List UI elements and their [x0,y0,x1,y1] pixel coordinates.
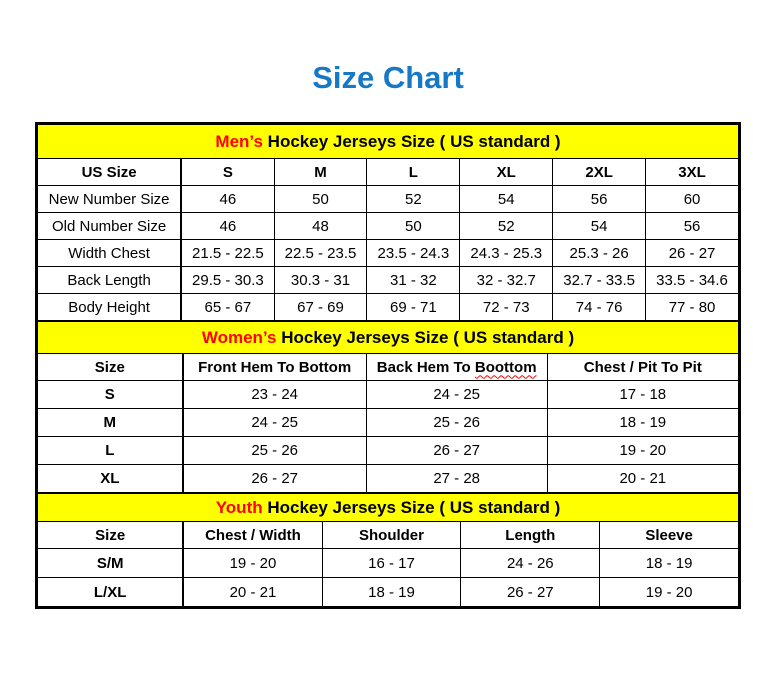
table-cell: 74 - 76 [553,294,646,321]
table-cell: 22.5 - 23.5 [274,240,367,267]
mens-header-xl: XL [460,159,553,186]
table-cell: 29.5 - 30.3 [181,267,274,294]
row-label: Back Length [38,267,182,294]
table-row [38,465,739,493]
youth-section-keyword: Youth [215,497,263,517]
table-cell: 20 - 21 [547,465,738,493]
mens-header-m: M [274,159,367,186]
mens-header-s: S [181,159,274,186]
table-cell: 54 [553,213,646,240]
row-label: S [38,381,183,409]
table-row [38,381,739,409]
table-cell: 33.5 - 34.6 [646,267,739,294]
table-cell: 21.5 - 22.5 [181,240,274,267]
table-cell: 18 - 19 [547,409,738,437]
row-label: New Number Size [38,186,182,213]
table-cell: 56 [646,213,739,240]
womens-section-keyword: Women’s [201,327,277,347]
youth-size-table [37,493,739,607]
row-label: Body Height [38,294,182,321]
table-cell: 67 - 69 [274,294,367,321]
table-cell: 24 - 25 [183,409,367,437]
womens-section-band [38,322,739,354]
table-row [38,294,739,321]
table-cell: 17 - 18 [547,381,738,409]
table-cell: 25 - 26 [366,409,547,437]
mens-header-3xl: 3XL [646,159,739,186]
table-row [38,240,739,267]
womens-header-row [38,354,739,381]
womens-header-back-hem [366,354,547,381]
table-cell: 32.7 - 33.5 [553,267,646,294]
table-cell: 26 - 27 [183,465,367,493]
table-cell: 26 - 27 [461,578,600,607]
table-cell: 50 [367,213,460,240]
mens-section-keyword: Men’s [215,131,263,151]
womens-header-size: Size [38,354,183,381]
womens-section-title-rest: Hockey Jerseys Size ( US standard ) [276,327,575,347]
table-cell: 52 [460,213,553,240]
table-cell: 24.3 - 25.3 [460,240,553,267]
table-cell: 50 [274,186,367,213]
row-label: Old Number Size [38,213,182,240]
mens-size-table [37,124,739,321]
womens-header-back-misspelled-word: Boottom [474,358,537,376]
page-title: Size Chart [312,60,464,95]
table-cell: 25.3 - 26 [553,240,646,267]
table-cell: 31 - 32 [367,267,460,294]
row-label: L/XL [38,578,184,607]
table-cell: 54 [460,186,553,213]
table-cell: 16 - 17 [322,549,461,578]
row-label: L [38,437,183,465]
table-row [38,213,739,240]
table-cell: 24 - 25 [366,381,547,409]
table-cell: 19 - 20 [547,437,738,465]
table-cell: 30.3 - 31 [274,267,367,294]
table-cell: 77 - 80 [646,294,739,321]
womens-header-back-prefix: Back Hem To [376,358,475,376]
womens-size-table [37,321,739,493]
mens-header-us-size: US Size [38,159,182,186]
table-row [38,409,739,437]
table-cell: 60 [646,186,739,213]
table-cell: 20 - 21 [183,578,322,607]
youth-header-chest-width: Chest / Width [183,522,322,549]
table-cell: 46 [181,186,274,213]
table-row [38,578,739,607]
table-row [38,267,739,294]
table-cell: 27 - 28 [366,465,547,493]
youth-header-row [38,522,739,549]
table-cell: 23.5 - 24.3 [367,240,460,267]
table-cell: 25 - 26 [183,437,367,465]
row-label: Width Chest [38,240,182,267]
table-cell: 18 - 19 [600,549,739,578]
table-cell: 32 - 32.7 [460,267,553,294]
mens-section-band [38,125,739,159]
table-cell: 69 - 71 [367,294,460,321]
table-cell: 46 [181,213,274,240]
youth-section-band [38,494,739,522]
size-chart-tables [35,122,741,609]
table-row [38,549,739,578]
table-row [38,437,739,465]
table-cell: 48 [274,213,367,240]
row-label: M [38,409,183,437]
youth-header-size: Size [38,522,184,549]
youth-header-sleeve: Sleeve [600,522,739,549]
womens-header-front-hem: Front Hem To Bottom [183,354,367,381]
row-label: S/M [38,549,184,578]
table-cell: 26 - 27 [366,437,547,465]
youth-section-title-rest: Hockey Jerseys Size ( US standard ) [262,497,561,517]
row-label: XL [38,465,183,493]
womens-section-title [38,322,739,354]
table-cell: 19 - 20 [600,578,739,607]
mens-section-title [38,125,739,159]
table-cell: 23 - 24 [183,381,367,409]
womens-header-chest: Chest / Pit To Pit [547,354,738,381]
mens-header-l: L [367,159,460,186]
youth-header-shoulder: Shoulder [322,522,461,549]
table-cell: 65 - 67 [181,294,274,321]
table-cell: 18 - 19 [322,578,461,607]
mens-header-row [38,159,739,186]
mens-section-title-rest: Hockey Jerseys Size ( US standard ) [262,131,561,151]
table-cell: 52 [367,186,460,213]
table-row [38,186,739,213]
mens-header-2xl: 2XL [553,159,646,186]
table-cell: 24 - 26 [461,549,600,578]
table-cell: 72 - 73 [460,294,553,321]
table-cell: 26 - 27 [646,240,739,267]
table-cell: 19 - 20 [183,549,322,578]
table-cell: 56 [553,186,646,213]
youth-header-length: Length [461,522,600,549]
youth-section-title [38,494,739,522]
